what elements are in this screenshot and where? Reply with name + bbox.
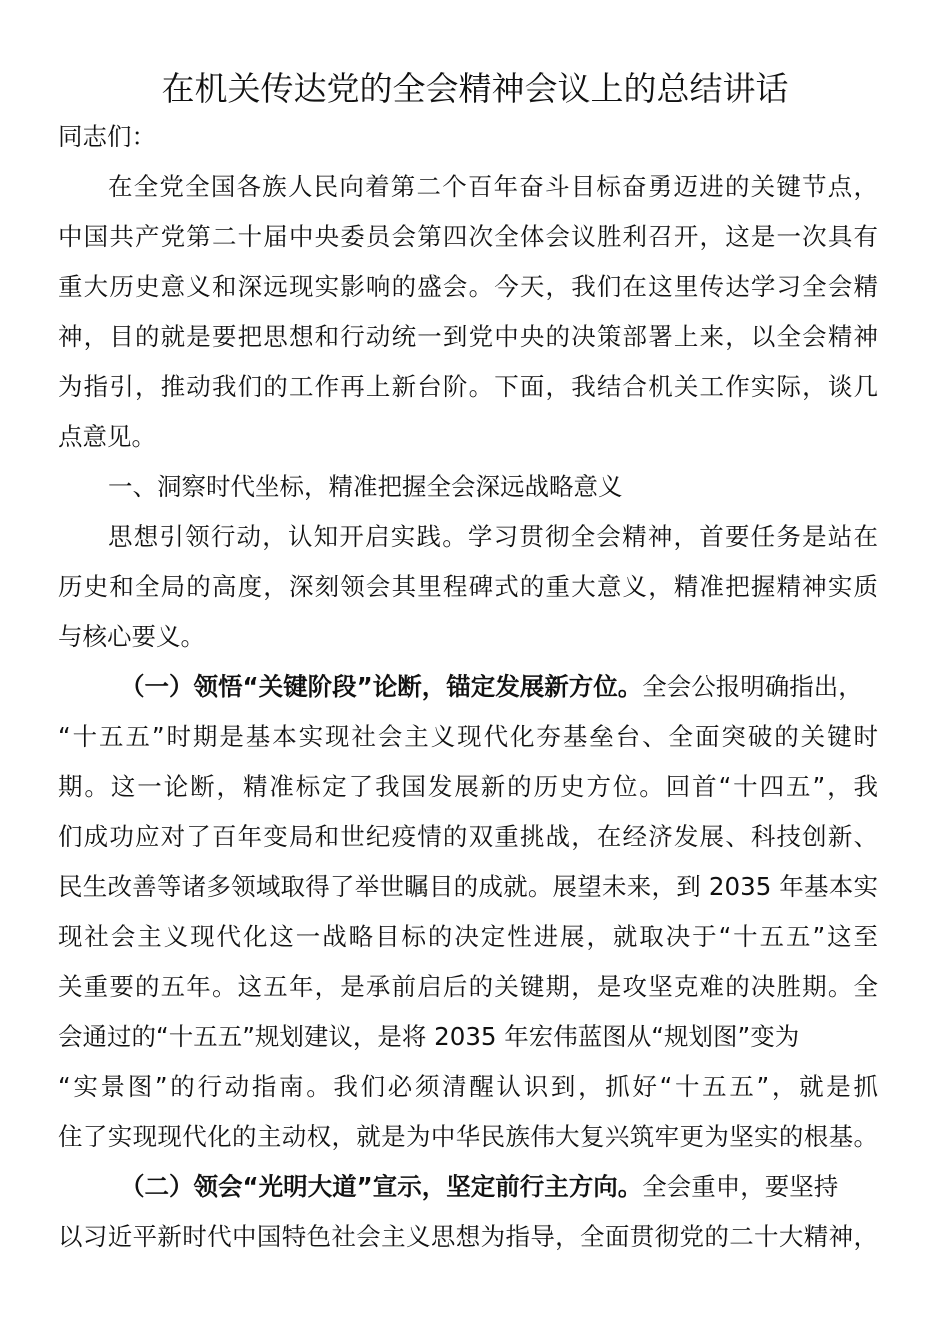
paragraph-line: 神，目的就是要把思想和行动统一到党中央的决策部署上来，以全会精神 bbox=[58, 322, 878, 351]
point-1-text: 全会公报明确指出， bbox=[642, 672, 863, 701]
paragraph-line: 中国共产党第二十届中央委员会第四次全体会议胜利召开，这是一次具有 bbox=[58, 222, 878, 251]
point-2-paragraph bbox=[58, 1162, 903, 1262]
paragraph-line: 会通过的“十五五”规划建议，是将 2035 年宏伟蓝图从“规划图”变为 bbox=[58, 1022, 800, 1051]
section-heading: 一、洞察时代坐标，精准把握全会深远战略意义 bbox=[108, 472, 623, 501]
intro-paragraph bbox=[58, 162, 903, 462]
paragraph-line: 与核心要义。 bbox=[58, 622, 205, 651]
paragraph-line: 现社会主义现代化这一战略目标的决定性进展，就取决于“十五五”这至 bbox=[58, 922, 878, 951]
paragraph-line: 住了实现现代化的主动权，就是为中华民族伟大复兴筑牢更为坚实的根基。 bbox=[58, 1122, 878, 1151]
paragraph-line: 期。这一论断，精准标定了我国发展新的历史方位。回首“十四五”，我 bbox=[58, 772, 878, 801]
paragraph-line: 们成功应对了百年变局和世纪疫情的双重挑战，在经济发展、科技创新、 bbox=[58, 822, 878, 851]
paragraph-line: “十五五”时期是基本实现社会主义现代化夯基垒台、全面突破的关键时 bbox=[58, 722, 878, 751]
greeting: 同志们： bbox=[58, 122, 156, 151]
paragraph-line: 思想引领行动，认知开启实践。学习贯彻全会精神，首要任务是站在 bbox=[108, 522, 878, 551]
paragraph-line bbox=[58, 662, 903, 712]
paragraph-line: 以习近平新时代中国特色社会主义思想为指导，全面贯彻党的二十大精神， bbox=[58, 1222, 878, 1251]
paragraph-line: “实景图”的行动指南。我们必须清醒认识到，抓好“十五五”，就是抓 bbox=[58, 1072, 878, 1101]
section1-paragraph bbox=[58, 512, 903, 662]
paragraph-line: 历史和全局的高度，深刻领会其里程碑式的重大意义，精准把握精神实质 bbox=[58, 572, 878, 601]
point-2-heading: （二）领会“光明大道”宣示，坚定前行主方向。 bbox=[120, 1172, 643, 1201]
paragraph-line: 点意见。 bbox=[58, 422, 156, 451]
document-body bbox=[58, 112, 903, 1262]
paragraph-line: 在全党全国各族人民向着第二个百年奋斗目标奋勇迈进的关键节点， bbox=[108, 172, 878, 201]
paragraph-line: 关重要的五年。这五年，是承前启后的关键期，是攻坚克难的决胜期。全 bbox=[58, 972, 878, 1001]
point-1-paragraph bbox=[58, 662, 903, 1162]
point-2-text: 全会重申，要坚持 bbox=[642, 1172, 839, 1201]
paragraph-line: 重大历史意义和深远现实影响的盛会。今天，我们在这里传达学习全会精 bbox=[58, 272, 878, 301]
paragraph-line: 为指引，推动我们的工作再上新台阶。下面，我结合机关工作实际，谈几 bbox=[58, 372, 878, 401]
paragraph-line bbox=[58, 1162, 903, 1212]
document-title: 在机关传达党的全会精神会议上的总结讲话 bbox=[161, 69, 789, 108]
paragraph-line: 民生改善等诸多领域取得了举世瞩目的成就。展望未来，到 2035 年基本实 bbox=[58, 872, 878, 901]
point-1-heading: （一）领悟“关键阶段”论断，锚定发展新方位。 bbox=[120, 672, 643, 701]
